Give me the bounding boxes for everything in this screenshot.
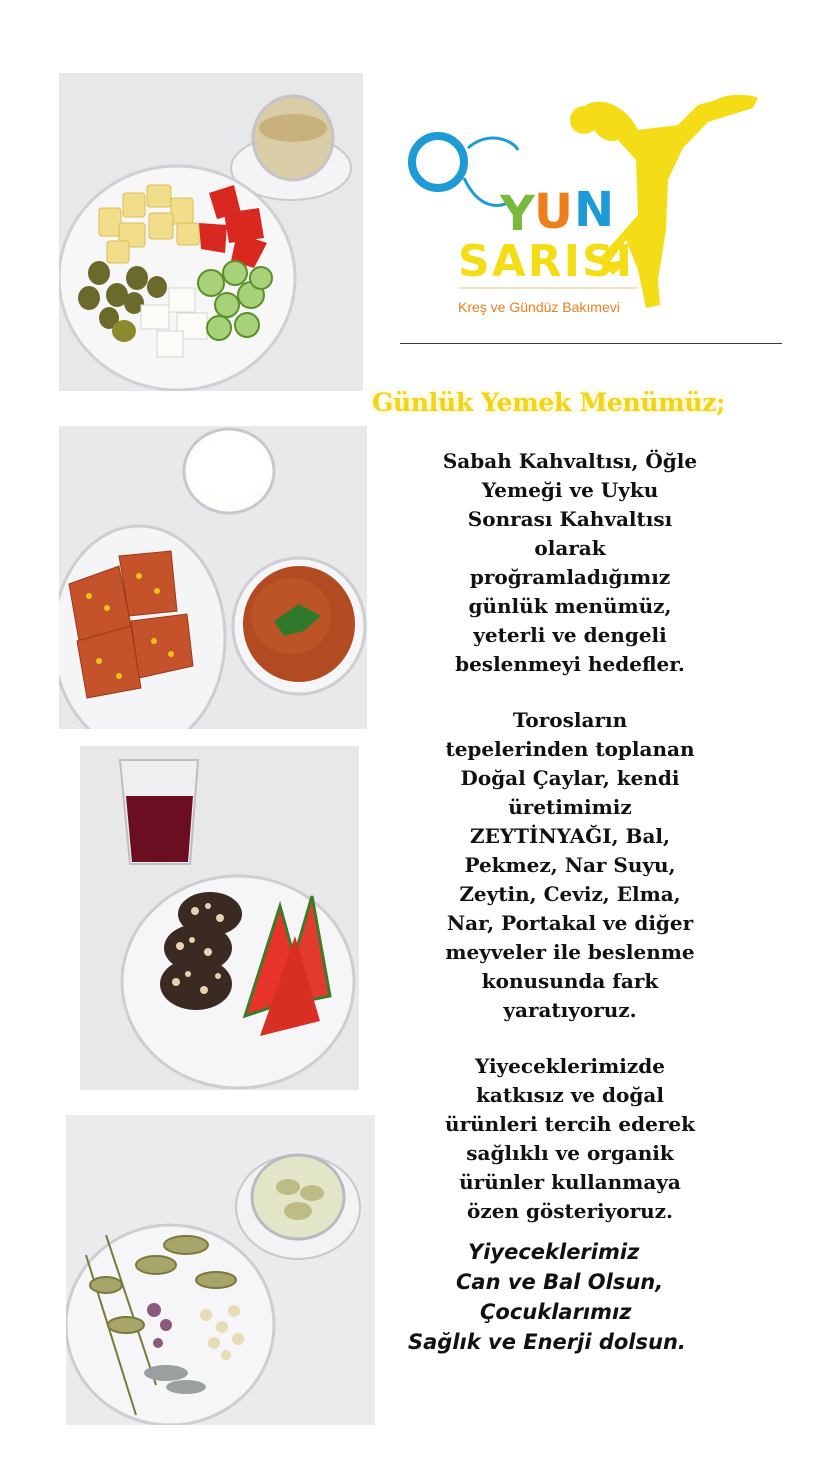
text-line: olarak (534, 536, 606, 560)
breakfast-photo (59, 73, 363, 391)
logo-letter-y: Y (500, 186, 535, 242)
text-line: Pekmez, Nar Suyu, (464, 853, 676, 877)
text-line: özen gösteriyoruz. (467, 1199, 673, 1223)
logo-sarisi: SARISI (458, 236, 635, 287)
natural-products-paragraph (410, 706, 730, 1025)
slogan-line: Yiyeceklerimiz (468, 1240, 640, 1264)
text-line: sağlıklı ve organik (466, 1141, 674, 1165)
text-line: Sabah Kahvaltısı, Öğle (442, 449, 698, 473)
text-line: meyveler ile beslenme (445, 940, 695, 964)
text-line: yeterli ve dengeli (473, 623, 667, 647)
text-line: Sonrası Kahvaltısı (467, 507, 673, 531)
text-line: ZEYTİNYAĞI, Bal, (470, 824, 670, 848)
text-line: beslenmeyi hedefler. (455, 652, 685, 676)
logo-divider (400, 343, 782, 344)
menu-heading: Günlük Yemek Menümüz; (372, 388, 726, 417)
snack-photo (80, 746, 359, 1090)
text-line: ürünler kullanmaya (459, 1170, 681, 1194)
oyun-sarisi-logo (398, 90, 780, 330)
herbal-tea-cup (252, 1155, 344, 1239)
text-line: konusunda fark (481, 969, 659, 993)
logo-letter-u: U (534, 184, 573, 240)
text-line: Zeytin, Ceviz, Elma, (459, 882, 681, 906)
menu-intro-paragraph (410, 447, 730, 679)
organic-products-paragraph (410, 1052, 730, 1226)
logo-subtitle: Kreş ve Gündüz Bakımevi (458, 299, 620, 315)
logo-o-circle (412, 136, 464, 188)
text-line: Nar, Portakal ve diğer (446, 911, 694, 935)
text-line: yaratıyoruz. (503, 998, 637, 1022)
slogan-line: Sağlık ve Enerji dolsun. (408, 1330, 686, 1354)
text-line: proğramladığımız (469, 565, 671, 589)
herbal-tea-photo (66, 1115, 375, 1425)
text-line: Yemeği ve Uyku (481, 478, 659, 502)
slogan-line: Can ve Bal Olsun, (456, 1270, 664, 1294)
logo-letter-n: N (574, 182, 615, 238)
text-line: ürünleri tercih ederek (445, 1112, 695, 1136)
text-line: tepelerinden toplanan (445, 737, 695, 761)
text-line: günlük menümüz, (468, 594, 672, 618)
slogan-line: Çocuklarımız (480, 1300, 632, 1324)
text-line: üretimimiz (508, 795, 632, 819)
text-line: katkısız ve doğal (476, 1083, 664, 1107)
text-line: Torosların (512, 708, 628, 732)
text-line: Yiyeceklerimizde (475, 1054, 665, 1078)
slogan (398, 1237, 758, 1357)
text-line: Doğal Çaylar, kendi (460, 766, 680, 790)
lunch-photo (59, 426, 367, 729)
